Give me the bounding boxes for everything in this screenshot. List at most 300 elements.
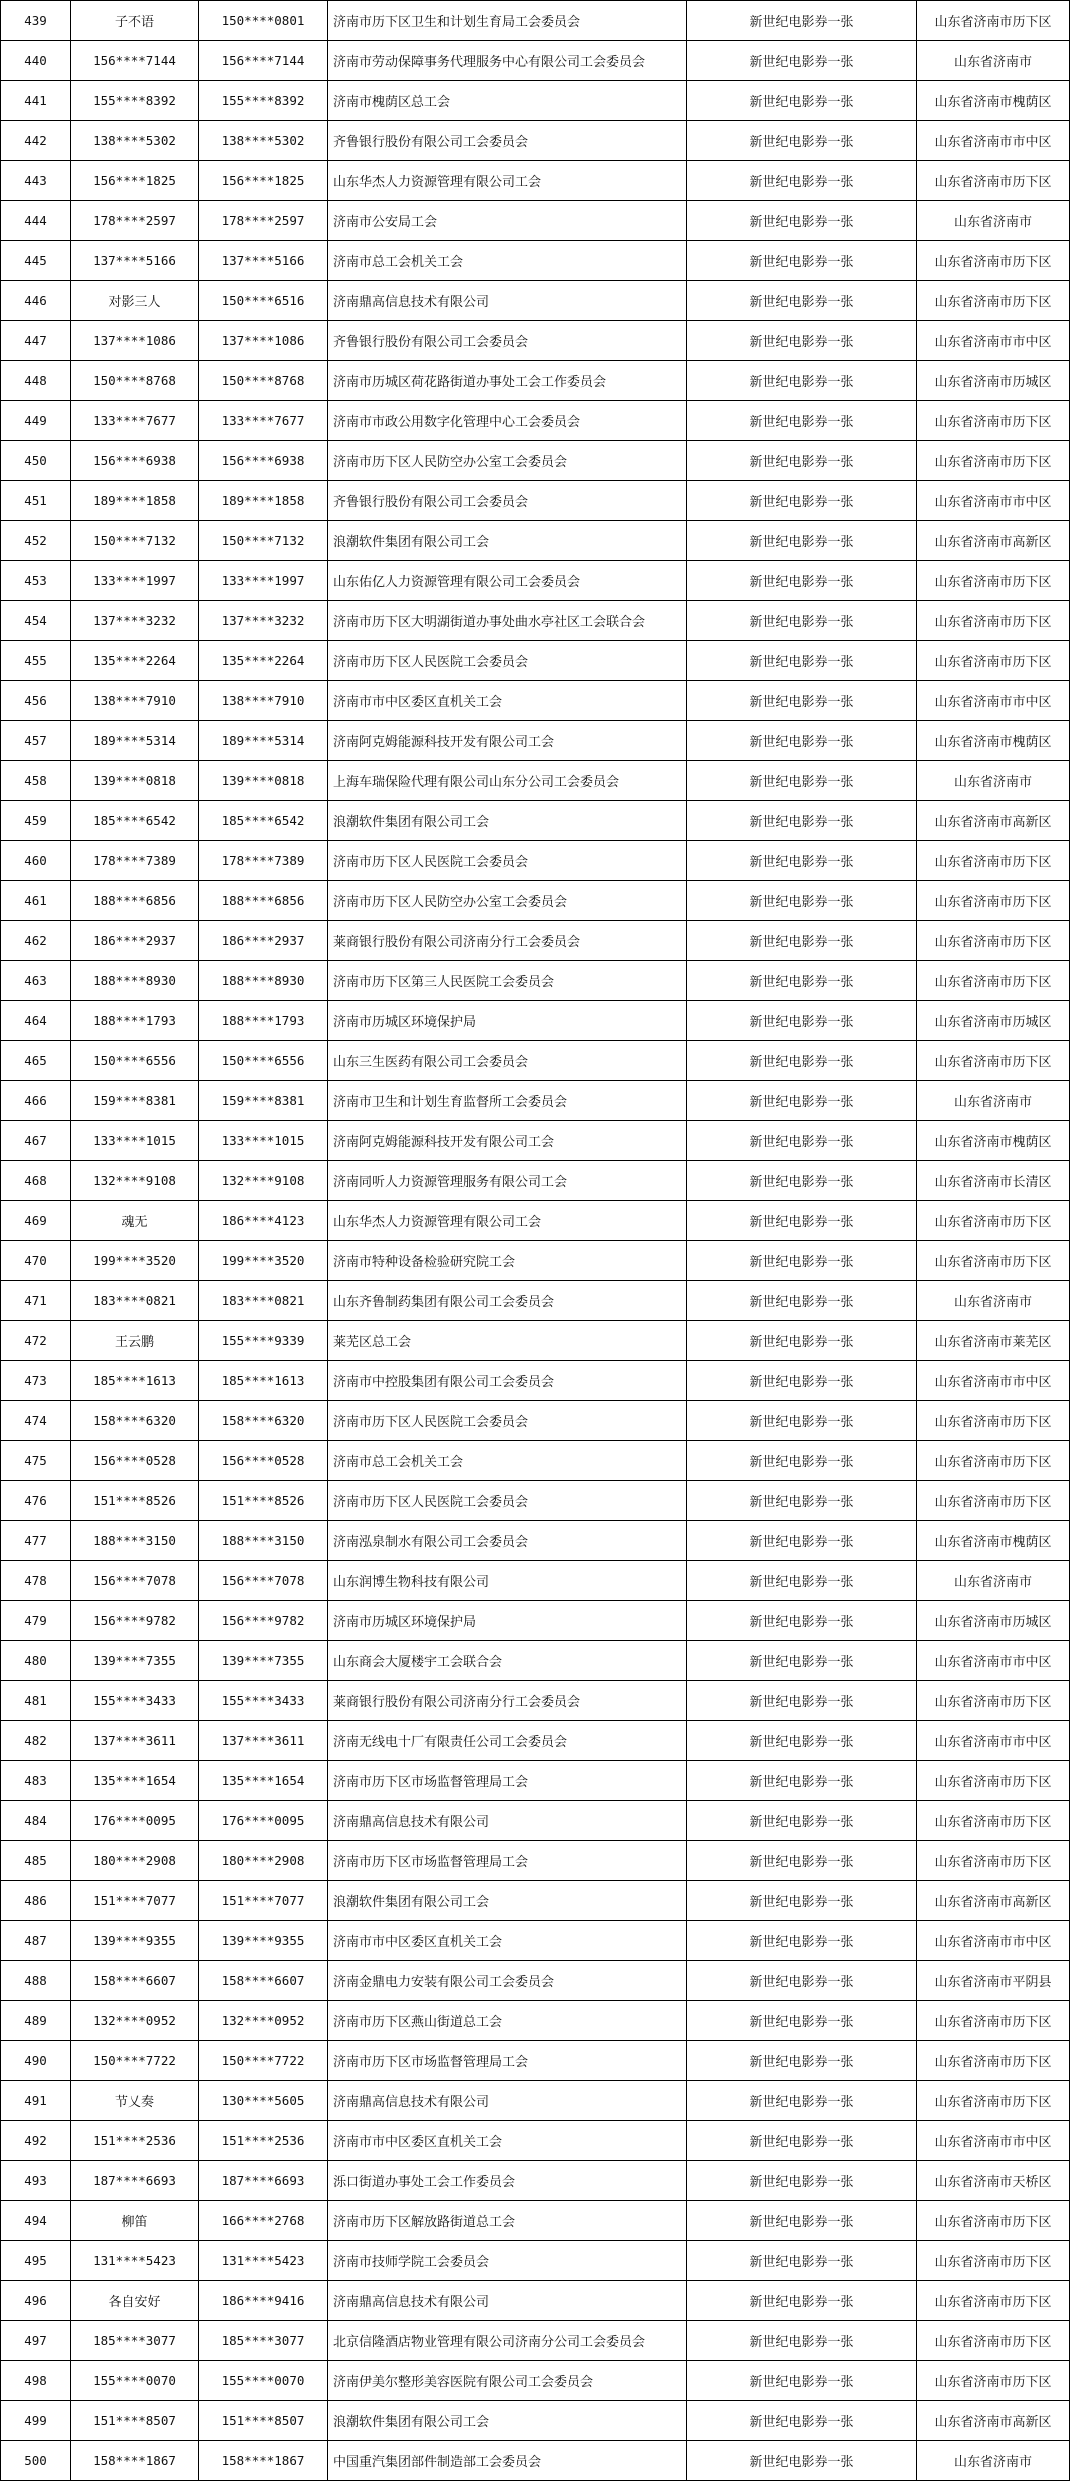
region-cell: 山东省济南市长清区 (917, 1161, 1070, 1201)
nickname-cell: 156****7144 (71, 41, 199, 81)
row-number-cell: 488 (1, 1961, 71, 2001)
row-number-cell: 491 (1, 2081, 71, 2121)
phone-cell: 189****1858 (199, 481, 328, 521)
prize-cell: 新世纪电影券一张 (687, 1161, 917, 1201)
organization-cell: 浪潮软件集团有限公司工会 (328, 801, 687, 841)
table-row (1, 281, 1070, 321)
phone-cell: 135****2264 (199, 641, 328, 681)
table-row (1, 81, 1070, 121)
table-row (1, 1041, 1070, 1081)
region-cell: 山东省济南市 (917, 1281, 1070, 1321)
nickname-cell: 133****7677 (71, 401, 199, 441)
region-cell: 山东省济南市历下区 (917, 841, 1070, 881)
nickname-cell: 对影三人 (71, 281, 199, 321)
organization-cell: 齐鲁银行股份有限公司工会委员会 (328, 321, 687, 361)
table-row (1, 561, 1070, 601)
table-row (1, 1001, 1070, 1041)
region-cell: 山东省济南市历下区 (917, 961, 1070, 1001)
prize-cell: 新世纪电影券一张 (687, 361, 917, 401)
row-number-cell: 473 (1, 1361, 71, 1401)
organization-cell: 济南鼎高信息技术有限公司 (328, 2081, 687, 2121)
row-number-cell: 444 (1, 201, 71, 241)
prize-cell: 新世纪电影券一张 (687, 2241, 917, 2281)
prize-cell: 新世纪电影券一张 (687, 721, 917, 761)
table-row (1, 2321, 1070, 2361)
region-cell: 山东省济南市历下区 (917, 281, 1070, 321)
region-cell: 山东省济南市历城区 (917, 361, 1070, 401)
nickname-cell: 151****7077 (71, 1881, 199, 1921)
prize-cell: 新世纪电影券一张 (687, 2361, 917, 2401)
row-number-cell: 464 (1, 1001, 71, 1041)
nickname-cell: 150****7722 (71, 2041, 199, 2081)
row-number-cell: 487 (1, 1921, 71, 1961)
nickname-cell: 185****6542 (71, 801, 199, 841)
organization-cell: 济南市历下区人民医院工会委员会 (328, 641, 687, 681)
prize-cell: 新世纪电影券一张 (687, 281, 917, 321)
organization-cell: 济南阿克姆能源科技开发有限公司工会 (328, 1121, 687, 1161)
row-number-cell: 481 (1, 1681, 71, 1721)
region-cell: 山东省济南市平阴县 (917, 1961, 1070, 2001)
nickname-cell: 132****0952 (71, 2001, 199, 2041)
organization-cell: 浪潮软件集团有限公司工会 (328, 2401, 687, 2441)
prize-cell: 新世纪电影券一张 (687, 161, 917, 201)
phone-cell: 139****9355 (199, 1921, 328, 1961)
region-cell: 山东省济南市 (917, 2441, 1070, 2481)
prize-cell: 新世纪电影券一张 (687, 1321, 917, 1361)
nickname-cell: 137****1086 (71, 321, 199, 361)
row-number-cell: 469 (1, 1201, 71, 1241)
phone-cell: 139****0818 (199, 761, 328, 801)
table-row (1, 481, 1070, 521)
region-cell: 山东省济南市高新区 (917, 2401, 1070, 2441)
region-cell: 山东省济南市历下区 (917, 1801, 1070, 1841)
organization-cell: 济南市历下区燕山街道总工会 (328, 2001, 687, 2041)
nickname-cell: 133****1015 (71, 1121, 199, 1161)
organization-cell: 济南市中控股集团有限公司工会委员会 (328, 1361, 687, 1401)
prize-cell: 新世纪电影券一张 (687, 1681, 917, 1721)
prize-cell: 新世纪电影券一张 (687, 2201, 917, 2241)
nickname-cell: 158****1867 (71, 2441, 199, 2481)
region-cell: 山东省济南市历下区 (917, 2201, 1070, 2241)
phone-cell: 186****9416 (199, 2281, 328, 2321)
prize-cell: 新世纪电影券一张 (687, 881, 917, 921)
region-cell: 山东省济南市历下区 (917, 401, 1070, 441)
row-number-cell: 462 (1, 921, 71, 961)
nickname-cell: 139****0818 (71, 761, 199, 801)
organization-cell: 济南市历下区人民医院工会委员会 (328, 841, 687, 881)
table-row (1, 1521, 1070, 1561)
phone-cell: 135****1654 (199, 1761, 328, 1801)
row-number-cell: 455 (1, 641, 71, 681)
nickname-cell: 187****6693 (71, 2161, 199, 2201)
region-cell: 山东省济南市历下区 (917, 241, 1070, 281)
table-row (1, 161, 1070, 201)
region-cell: 山东省济南市市中区 (917, 1361, 1070, 1401)
region-cell: 山东省济南市市中区 (917, 1921, 1070, 1961)
nickname-cell: 137****3232 (71, 601, 199, 641)
prize-cell: 新世纪电影券一张 (687, 121, 917, 161)
nickname-cell: 180****2908 (71, 1841, 199, 1881)
region-cell: 山东省济南市历下区 (917, 1441, 1070, 1481)
row-number-cell: 449 (1, 401, 71, 441)
table-row (1, 2081, 1070, 2121)
nickname-cell: 子不语 (71, 1, 199, 41)
phone-cell: 137****3611 (199, 1721, 328, 1761)
table-row (1, 201, 1070, 241)
region-cell: 山东省济南市天桥区 (917, 2161, 1070, 2201)
phone-cell: 151****7077 (199, 1881, 328, 1921)
phone-cell: 138****5302 (199, 121, 328, 161)
organization-cell: 中国重汽集团部件制造部工会委员会 (328, 2441, 687, 2481)
region-cell: 山东省济南市市中区 (917, 2121, 1070, 2161)
row-number-cell: 496 (1, 2281, 71, 2321)
phone-cell: 131****5423 (199, 2241, 328, 2281)
prize-cell: 新世纪电影券一张 (687, 1201, 917, 1241)
row-number-cell: 439 (1, 1, 71, 41)
organization-cell: 济南泓泉制水有限公司工会委员会 (328, 1521, 687, 1561)
organization-cell: 泺口街道办事处工会工作委员会 (328, 2161, 687, 2201)
table-row (1, 1, 1070, 41)
region-cell: 山东省济南市历下区 (917, 2081, 1070, 2121)
table-row (1, 1201, 1070, 1241)
region-cell: 山东省济南市历下区 (917, 1, 1070, 41)
nickname-cell: 159****8381 (71, 1081, 199, 1121)
prize-cell: 新世纪电影券一张 (687, 841, 917, 881)
row-number-cell: 475 (1, 1441, 71, 1481)
row-number-cell: 499 (1, 2401, 71, 2441)
phone-cell: 137****3232 (199, 601, 328, 641)
region-cell: 山东省济南市历下区 (917, 1041, 1070, 1081)
nickname-cell: 135****1654 (71, 1761, 199, 1801)
table-row (1, 641, 1070, 681)
table-row (1, 1641, 1070, 1681)
nickname-cell: 151****8507 (71, 2401, 199, 2441)
phone-cell: 150****6516 (199, 281, 328, 321)
region-cell: 山东省济南市市中区 (917, 321, 1070, 361)
region-cell: 山东省济南市市中区 (917, 121, 1070, 161)
region-cell: 山东省济南市历下区 (917, 2361, 1070, 2401)
region-cell: 山东省济南市 (917, 1561, 1070, 1601)
prize-cell: 新世纪电影券一张 (687, 1601, 917, 1641)
region-cell: 山东省济南市历下区 (917, 561, 1070, 601)
phone-cell: 185****1613 (199, 1361, 328, 1401)
phone-cell: 186****4123 (199, 1201, 328, 1241)
nickname-cell: 156****1825 (71, 161, 199, 201)
region-cell: 山东省济南市市中区 (917, 681, 1070, 721)
prize-cell: 新世纪电影券一张 (687, 641, 917, 681)
phone-cell: 199****3520 (199, 1241, 328, 1281)
table-row (1, 2121, 1070, 2161)
nickname-cell: 183****0821 (71, 1281, 199, 1321)
region-cell: 山东省济南市莱芜区 (917, 1321, 1070, 1361)
organization-cell: 上海车瑞保险代理有限公司山东分公司工会委员会 (328, 761, 687, 801)
row-number-cell: 465 (1, 1041, 71, 1081)
table-row (1, 1961, 1070, 2001)
row-number-cell: 485 (1, 1841, 71, 1881)
table-row (1, 1681, 1070, 1721)
prize-cell: 新世纪电影券一张 (687, 1521, 917, 1561)
region-cell: 山东省济南市历下区 (917, 161, 1070, 201)
table-row (1, 1241, 1070, 1281)
phone-cell: 188****3150 (199, 1521, 328, 1561)
nickname-cell: 178****7389 (71, 841, 199, 881)
phone-cell: 132****0952 (199, 2001, 328, 2041)
prize-cell: 新世纪电影券一张 (687, 81, 917, 121)
phone-cell: 150****8768 (199, 361, 328, 401)
organization-cell: 济南市历下区人民医院工会委员会 (328, 1401, 687, 1441)
row-number-cell: 461 (1, 881, 71, 921)
nickname-cell: 155****0070 (71, 2361, 199, 2401)
prize-cell: 新世纪电影券一张 (687, 2081, 917, 2121)
nickname-cell: 156****0528 (71, 1441, 199, 1481)
phone-cell: 188****1793 (199, 1001, 328, 1041)
row-number-cell: 482 (1, 1721, 71, 1761)
table-row (1, 1321, 1070, 1361)
region-cell: 山东省济南市市中区 (917, 481, 1070, 521)
table-row (1, 321, 1070, 361)
region-cell: 山东省济南市历下区 (917, 2041, 1070, 2081)
region-cell: 山东省济南市历下区 (917, 641, 1070, 681)
row-number-cell: 484 (1, 1801, 71, 1841)
nickname-cell: 189****1858 (71, 481, 199, 521)
phone-cell: 151****8526 (199, 1481, 328, 1521)
organization-cell: 济南鼎高信息技术有限公司 (328, 1801, 687, 1841)
region-cell: 山东省济南市历城区 (917, 1601, 1070, 1641)
organization-cell: 济南市市中区委区直机关工会 (328, 681, 687, 721)
prize-cell: 新世纪电影券一张 (687, 1761, 917, 1801)
phone-cell: 158****6320 (199, 1401, 328, 1441)
prize-cell: 新世纪电影券一张 (687, 2281, 917, 2321)
prize-cell: 新世纪电影券一张 (687, 1401, 917, 1441)
table-row (1, 681, 1070, 721)
region-cell: 山东省济南市历下区 (917, 1401, 1070, 1441)
row-number-cell: 500 (1, 2441, 71, 2481)
nickname-cell: 133****1997 (71, 561, 199, 601)
nickname-cell: 151****2536 (71, 2121, 199, 2161)
prize-cell: 新世纪电影券一张 (687, 1, 917, 41)
region-cell: 山东省济南市 (917, 201, 1070, 241)
region-cell: 山东省济南市 (917, 761, 1070, 801)
row-number-cell: 497 (1, 2321, 71, 2361)
row-number-cell: 490 (1, 2041, 71, 2081)
organization-cell: 济南市总工会机关工会 (328, 241, 687, 281)
prize-cell: 新世纪电影券一张 (687, 481, 917, 521)
nickname-cell: 156****6938 (71, 441, 199, 481)
table-row (1, 1361, 1070, 1401)
phone-cell: 176****0095 (199, 1801, 328, 1841)
prize-cell: 新世纪电影券一张 (687, 1561, 917, 1601)
region-cell: 山东省济南市历下区 (917, 2281, 1070, 2321)
organization-cell: 莱芜区总工会 (328, 1321, 687, 1361)
region-cell: 山东省济南市槐荫区 (917, 1121, 1070, 1161)
organization-cell: 齐鲁银行股份有限公司工会委员会 (328, 481, 687, 521)
organization-cell: 济南市历下区大明湖街道办事处曲水亭社区工会联合会 (328, 601, 687, 641)
prize-cell: 新世纪电影券一张 (687, 401, 917, 441)
phone-cell: 166****2768 (199, 2201, 328, 2241)
organization-cell: 济南金鼎电力安装有限公司工会委员会 (328, 1961, 687, 2001)
nickname-cell: 178****2597 (71, 201, 199, 241)
prize-cell: 新世纪电影券一张 (687, 321, 917, 361)
table-row (1, 1561, 1070, 1601)
phone-cell: 156****6938 (199, 441, 328, 481)
row-number-cell: 492 (1, 2121, 71, 2161)
row-number-cell: 470 (1, 1241, 71, 1281)
phone-cell: 178****7389 (199, 841, 328, 881)
phone-cell: 156****9782 (199, 1601, 328, 1641)
organization-cell: 济南市历下区卫生和计划生育局工会委员会 (328, 1, 687, 41)
prize-cell: 新世纪电影券一张 (687, 1961, 917, 2001)
nickname-cell: 188****6856 (71, 881, 199, 921)
phone-cell: 155****3433 (199, 1681, 328, 1721)
prize-cell: 新世纪电影券一张 (687, 761, 917, 801)
table-row (1, 41, 1070, 81)
nickname-cell: 158****6320 (71, 1401, 199, 1441)
row-number-cell: 483 (1, 1761, 71, 1801)
organization-cell: 济南伊美尔整形美容医院有限公司工会委员会 (328, 2361, 687, 2401)
phone-cell: 151****2536 (199, 2121, 328, 2161)
phone-cell: 132****9108 (199, 1161, 328, 1201)
row-number-cell: 453 (1, 561, 71, 601)
phone-cell: 180****2908 (199, 1841, 328, 1881)
nickname-cell: 柳笛 (71, 2201, 199, 2241)
nickname-cell: 185****3077 (71, 2321, 199, 2361)
row-number-cell: 466 (1, 1081, 71, 1121)
region-cell: 山东省济南市历下区 (917, 2241, 1070, 2281)
table-row (1, 601, 1070, 641)
nickname-cell: 137****5166 (71, 241, 199, 281)
organization-cell: 济南市历下区市场监督管理局工会 (328, 2041, 687, 2081)
table-row (1, 1081, 1070, 1121)
region-cell: 山东省济南市历城区 (917, 1001, 1070, 1041)
nickname-cell: 节乂奏 (71, 2081, 199, 2121)
row-number-cell: 457 (1, 721, 71, 761)
row-number-cell: 479 (1, 1601, 71, 1641)
phone-cell: 130****5605 (199, 2081, 328, 2121)
table-row (1, 241, 1070, 281)
organization-cell: 山东商会大厦楼宇工会联合会 (328, 1641, 687, 1681)
phone-cell: 155****9339 (199, 1321, 328, 1361)
phone-cell: 139****7355 (199, 1641, 328, 1681)
table-row (1, 1721, 1070, 1761)
row-number-cell: 467 (1, 1121, 71, 1161)
table-row (1, 1121, 1070, 1161)
prize-cell: 新世纪电影券一张 (687, 1041, 917, 1081)
phone-cell: 185****3077 (199, 2321, 328, 2361)
row-number-cell: 442 (1, 121, 71, 161)
row-number-cell: 493 (1, 2161, 71, 2201)
row-number-cell: 471 (1, 1281, 71, 1321)
region-cell: 山东省济南市历下区 (917, 881, 1070, 921)
organization-cell: 济南市历下区市场监督管理局工会 (328, 1841, 687, 1881)
organization-cell: 济南阿克姆能源科技开发有限公司工会 (328, 721, 687, 761)
phone-cell: 188****8930 (199, 961, 328, 1001)
phone-cell: 156****1825 (199, 161, 328, 201)
phone-cell: 187****6693 (199, 2161, 328, 2201)
organization-cell: 山东华杰人力资源管理有限公司工会 (328, 1201, 687, 1241)
prize-cell: 新世纪电影券一张 (687, 1241, 917, 1281)
organization-cell: 北京信隆酒店物业管理有限公司济南分公司工会委员会 (328, 2321, 687, 2361)
row-number-cell: 495 (1, 2241, 71, 2281)
organization-cell: 济南市槐荫区总工会 (328, 81, 687, 121)
phone-cell: 133****7677 (199, 401, 328, 441)
table-row (1, 1161, 1070, 1201)
phone-cell: 158****1867 (199, 2441, 328, 2481)
row-number-cell: 494 (1, 2201, 71, 2241)
phone-cell: 156****0528 (199, 1441, 328, 1481)
table-row (1, 1441, 1070, 1481)
table-row (1, 2201, 1070, 2241)
phone-cell: 137****5166 (199, 241, 328, 281)
prize-cell: 新世纪电影券一张 (687, 1081, 917, 1121)
table-row (1, 441, 1070, 481)
row-number-cell: 489 (1, 2001, 71, 2041)
organization-cell: 济南市市中区委区直机关工会 (328, 2121, 687, 2161)
region-cell: 山东省济南市历下区 (917, 1841, 1070, 1881)
nickname-cell: 139****9355 (71, 1921, 199, 1961)
row-number-cell: 458 (1, 761, 71, 801)
prize-cell: 新世纪电影券一张 (687, 961, 917, 1001)
organization-cell: 山东华杰人力资源管理有限公司工会 (328, 161, 687, 201)
organization-cell: 济南无线电十厂有限责任公司工会委员会 (328, 1721, 687, 1761)
organization-cell: 济南市历下区市场监督管理局工会 (328, 1761, 687, 1801)
row-number-cell: 447 (1, 321, 71, 361)
prize-cell: 新世纪电影券一张 (687, 1881, 917, 1921)
prize-cell: 新世纪电影券一张 (687, 1721, 917, 1761)
region-cell: 山东省济南市历下区 (917, 441, 1070, 481)
nickname-cell: 150****8768 (71, 361, 199, 401)
nickname-cell: 131****5423 (71, 2241, 199, 2281)
organization-cell: 齐鲁银行股份有限公司工会委员会 (328, 121, 687, 161)
prize-cell: 新世纪电影券一张 (687, 1121, 917, 1161)
phone-cell: 186****2937 (199, 921, 328, 961)
table-row (1, 921, 1070, 961)
organization-cell: 浪潮软件集团有限公司工会 (328, 1881, 687, 1921)
table-row (1, 361, 1070, 401)
nickname-cell: 155****3433 (71, 1681, 199, 1721)
nickname-cell: 188****1793 (71, 1001, 199, 1041)
region-cell: 山东省济南市历下区 (917, 2321, 1070, 2361)
table-row (1, 2161, 1070, 2201)
row-number-cell: 440 (1, 41, 71, 81)
organization-cell: 济南市历城区环境保护局 (328, 1601, 687, 1641)
nickname-cell: 186****2937 (71, 921, 199, 961)
nickname-cell: 188****3150 (71, 1521, 199, 1561)
table-row (1, 1801, 1070, 1841)
table-row (1, 1761, 1070, 1801)
phone-cell: 156****7144 (199, 41, 328, 81)
organization-cell: 济南市总工会机关工会 (328, 1441, 687, 1481)
prize-cell: 新世纪电影券一张 (687, 2441, 917, 2481)
row-number-cell: 476 (1, 1481, 71, 1521)
table-row (1, 121, 1070, 161)
table-row (1, 1481, 1070, 1521)
prize-cell: 新世纪电影券一张 (687, 681, 917, 721)
prize-cell: 新世纪电影券一张 (687, 201, 917, 241)
prize-cell: 新世纪电影券一张 (687, 1481, 917, 1521)
row-number-cell: 443 (1, 161, 71, 201)
table-row (1, 1921, 1070, 1961)
table-row (1, 2001, 1070, 2041)
table-row (1, 521, 1070, 561)
phone-cell: 150****7722 (199, 2041, 328, 2081)
table-row (1, 1401, 1070, 1441)
row-number-cell: 463 (1, 961, 71, 1001)
region-cell: 山东省济南市历下区 (917, 1241, 1070, 1281)
organization-cell: 山东齐鲁制药集团有限公司工会委员会 (328, 1281, 687, 1321)
nickname-cell: 156****7078 (71, 1561, 199, 1601)
prize-cell: 新世纪电影券一张 (687, 2001, 917, 2041)
nickname-cell: 139****7355 (71, 1641, 199, 1681)
